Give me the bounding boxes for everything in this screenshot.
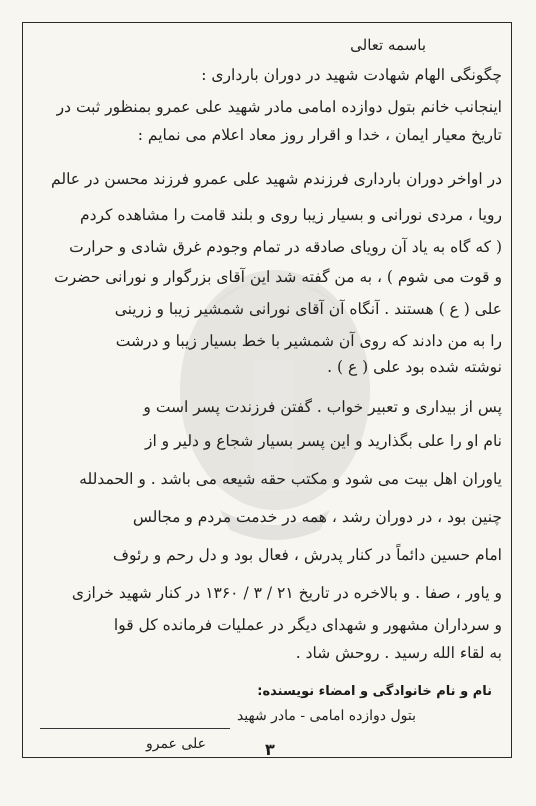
text-line-17: و سرداران مشهور و شهدای دیگر در عملیات فرمانده کل قوا [113, 616, 502, 634]
text-line-2: اینجانب خانم بتول دوازده امامی مادر شهید علی عمرو بمنظور ثبت در [56, 98, 502, 116]
text-line-4: در اواخر دوران بارداری فرزندم شهید علی عمرو فرزند محسن در عالم [51, 170, 502, 188]
text-line-9: را به من دادند که روی آن شمشیر با خط بسیار زیبا و درشت [115, 332, 502, 350]
author-label: نام و نام خانوادگی و امضاء نویسنده: [257, 684, 492, 699]
emblem-watermark [150, 240, 400, 550]
text-line-15: امام حسین دائماً در کنار پدرش ، فعال بود و دل رحم و رئوف [112, 546, 502, 564]
text-line-13: یاوران اهل بیت می شود و مکتب حقه شیعه می باشد . و الحمدلله [79, 470, 502, 488]
text-line-5: رویا ، مردی نورانی و بسیار زیبا روی و بلند قامت را مشاهده کردم [79, 206, 502, 224]
signature-line-1: بتول دوازده امامی - مادر شهید [236, 708, 416, 724]
page-number: ۳ [265, 740, 275, 759]
signature-line-2: علی عمرو [145, 736, 206, 752]
text-line-14: چنین بود ، در دوران رشد ، همه در خدمت مردم و مجالس [132, 508, 502, 526]
text-line-1: چگونگی الهام شهادت شهید در دوران بارداری : [201, 66, 502, 84]
text-line-8: علی ( ع ) هستند . آنگاه آن آقای نورانی شمشیر زیبا و زرینی [114, 300, 502, 318]
text-line-6: ( که گاه به یاد آن رویای صادقه در تمام وجودم غرق شادی و حرارت [69, 238, 502, 256]
text-line-16: و یاور ، صفا . و بالاخره در تاریخ ۲۱ / ۳ / ۱۳۶۰ در کنار شهید خرازی [71, 584, 502, 602]
text-line-18: به لقاء الله رسید . روحش شاد . [295, 644, 502, 662]
text-line-3: تاریخ معیار ایمان ، خدا و اقرار روز معاد اعلام می نمایم : [137, 126, 502, 144]
signature-underline [40, 728, 230, 729]
text-line-10: نوشته شده بود علی ( ع ) . [327, 358, 502, 376]
text-line-12: نام او را علی بگذارید و این پسر بسیار شجاع و دلیر و از [144, 432, 502, 450]
text-line-7: و قوت می شوم ) ، به من گفته شد این آقای بزرگوار و نورانی حضرت [54, 268, 502, 286]
heading: باسمه تعالی [350, 36, 426, 54]
text-line-11: پس از بیداری و تعبیر خواب . گفتن فرزندت پسر است و [143, 398, 502, 416]
